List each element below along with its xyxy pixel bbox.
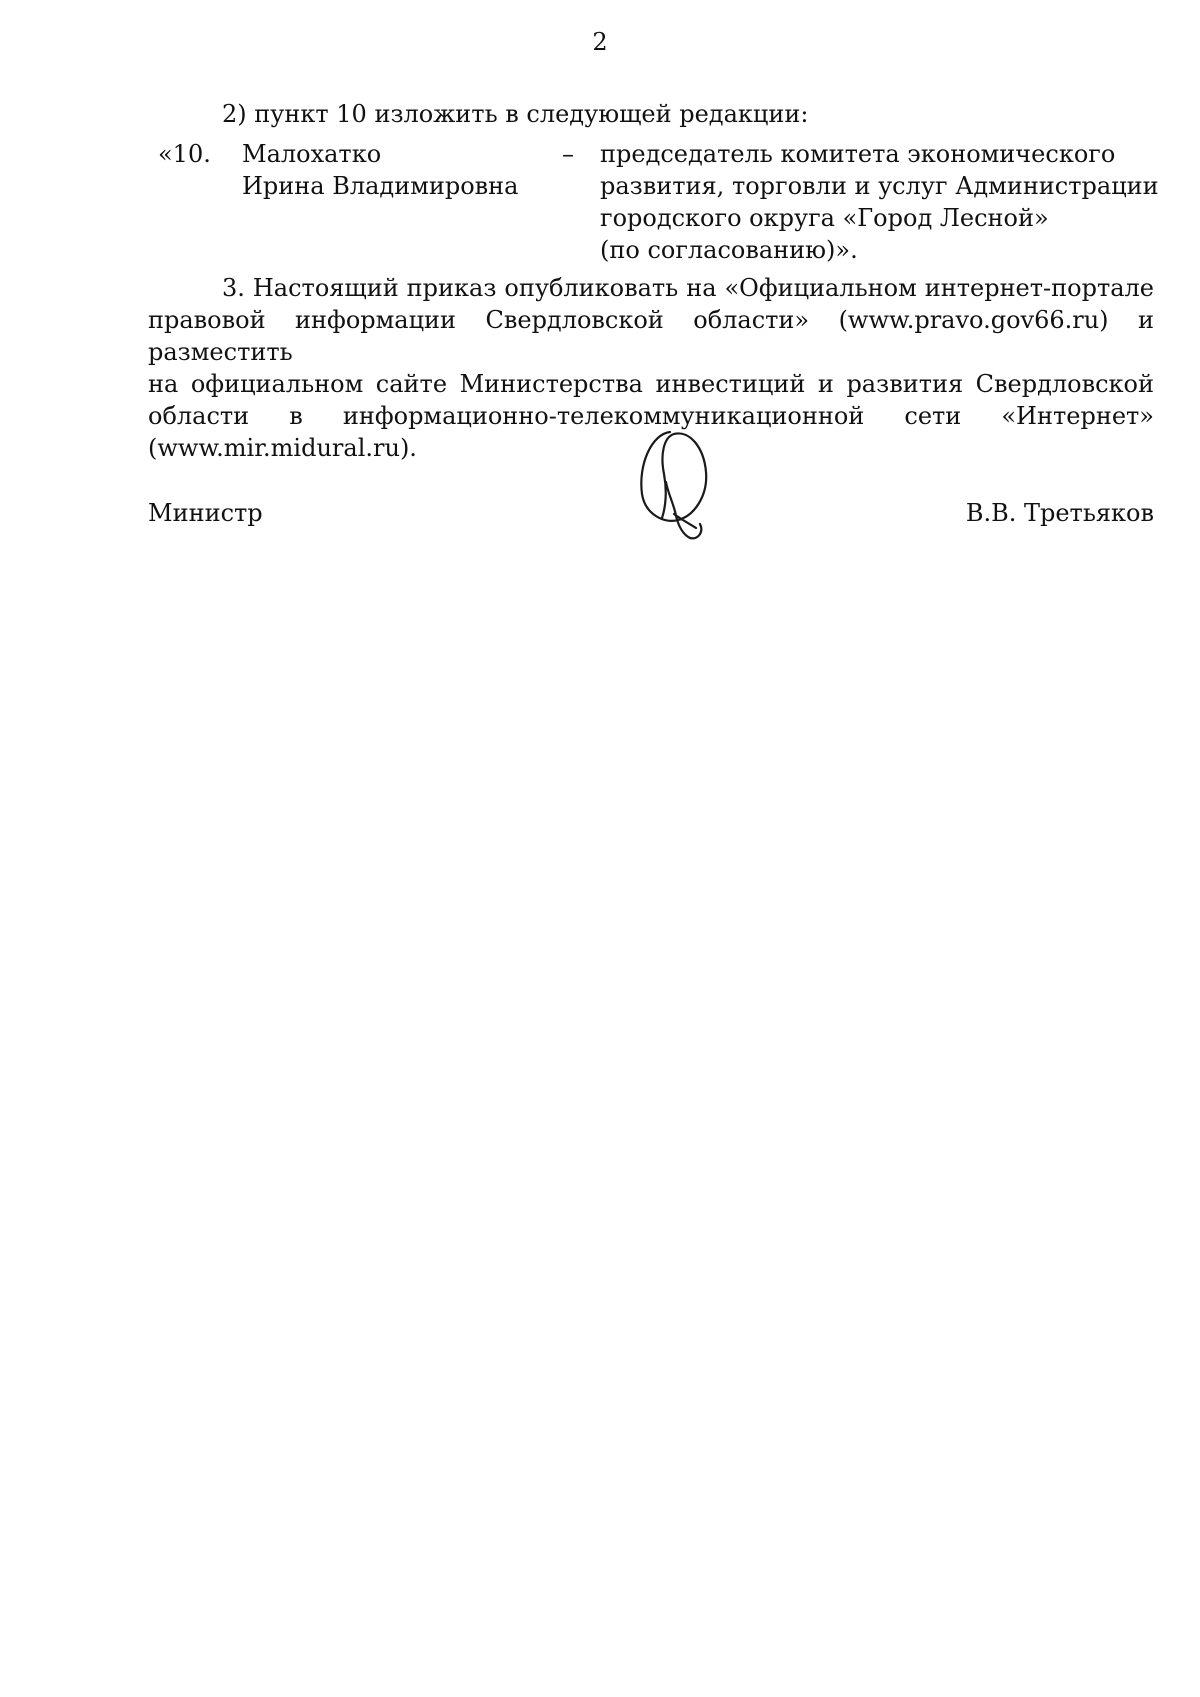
entry-name-line: Ирина Владимировна	[242, 172, 519, 200]
entry-name-line: Малохатко	[242, 140, 382, 168]
entry-name	[242, 138, 518, 202]
paragraph-line: области в информационно-телекоммуникационной сети «Интернет»	[148, 402, 1154, 430]
paragraph-line: на официальном сайте Министерства инвестиций и развития Свердловской	[148, 370, 1154, 398]
entry-dash: –	[562, 140, 574, 168]
signatory-name: В.В. Третьяков	[965, 499, 1154, 527]
signatory-title: Министр	[148, 499, 263, 527]
handwritten-signature	[630, 424, 726, 542]
entry-position	[600, 138, 1159, 266]
paragraph-line: правовой информации Свердловской области» (www.pravo.gov66.ru) и разместить	[148, 306, 1154, 366]
item-intro: 2) пункт 10 изложить в следующей редакции:	[222, 100, 809, 128]
entry-position-line: (по согласованию)».	[600, 236, 858, 264]
entry-number: «10.	[158, 140, 211, 168]
entry-position-line: развития, торговли и услуг Администрации	[600, 172, 1159, 200]
entry-position-line: городского округа «Город Лесной»	[600, 204, 1049, 232]
paragraph-line: (www.mir.midural.ru).	[148, 434, 417, 462]
entry-position-line: председатель комитета экономического	[600, 140, 1116, 168]
page-number: 2	[592, 28, 608, 56]
paragraph-line: 3. Настоящий приказ опубликовать на «Официальном интернет-портале	[222, 274, 1154, 302]
